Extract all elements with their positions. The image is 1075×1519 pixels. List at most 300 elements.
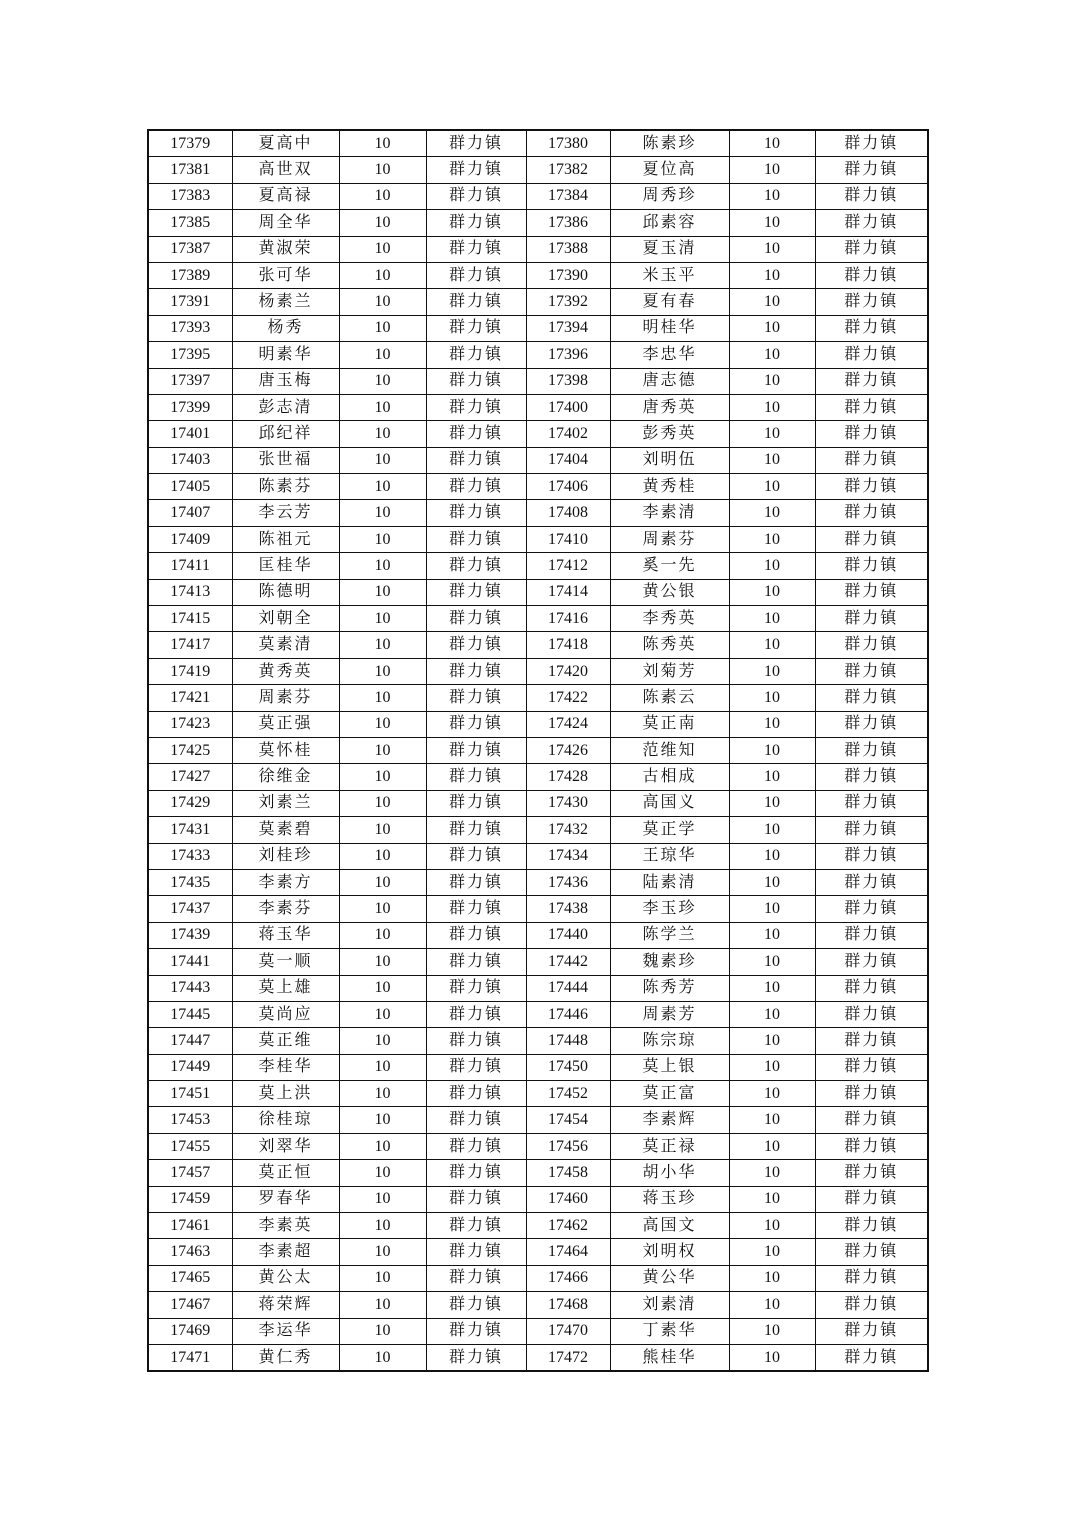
right-town-name: 群力镇 <box>815 526 928 552</box>
left-town-name: 群力镇 <box>426 315 526 341</box>
right-record-id: 17460 <box>526 1186 610 1212</box>
right-amount-value: 10 <box>729 1344 815 1371</box>
right-record-id: 17396 <box>526 342 610 368</box>
right-person-name: 周素芬 <box>610 526 729 552</box>
right-person-name: 王琼华 <box>610 843 729 869</box>
right-amount-value: 10 <box>729 579 815 605</box>
table-row <box>148 579 928 605</box>
left-amount-value: 10 <box>339 553 426 579</box>
table-row <box>148 1160 928 1186</box>
right-person-name: 莫上银 <box>610 1054 729 1080</box>
left-person-name: 李运华 <box>232 1318 339 1344</box>
right-amount-value: 10 <box>729 922 815 948</box>
right-person-name: 彭秀英 <box>610 421 729 447</box>
right-town-name: 群力镇 <box>815 183 928 209</box>
left-amount-value: 10 <box>339 949 426 975</box>
left-record-id: 17425 <box>148 737 232 763</box>
right-town-name: 群力镇 <box>815 817 928 843</box>
right-amount-value: 10 <box>729 869 815 895</box>
left-amount-value: 10 <box>339 1028 426 1054</box>
right-person-name: 陈素云 <box>610 685 729 711</box>
left-person-name: 黄公太 <box>232 1265 339 1291</box>
right-record-id: 17384 <box>526 183 610 209</box>
left-town-name: 群力镇 <box>426 579 526 605</box>
table-row <box>148 1292 928 1318</box>
left-record-id: 17431 <box>148 817 232 843</box>
right-town-name: 群力镇 <box>815 394 928 420</box>
right-record-id: 17432 <box>526 817 610 843</box>
right-record-id: 17408 <box>526 500 610 526</box>
right-person-name: 陈秀芳 <box>610 975 729 1001</box>
right-amount-value: 10 <box>729 975 815 1001</box>
right-person-name: 黄公华 <box>610 1265 729 1291</box>
right-amount-value: 10 <box>729 342 815 368</box>
left-amount-value: 10 <box>339 1344 426 1371</box>
left-amount-value: 10 <box>339 1133 426 1159</box>
left-person-name: 陈素芬 <box>232 474 339 500</box>
table-row <box>148 764 928 790</box>
table-row <box>148 1107 928 1133</box>
right-amount-value: 10 <box>729 130 815 157</box>
right-person-name: 刘素清 <box>610 1292 729 1318</box>
table-row <box>148 183 928 209</box>
left-town-name: 群力镇 <box>426 236 526 262</box>
table-row <box>148 685 928 711</box>
right-amount-value: 10 <box>729 737 815 763</box>
right-town-name: 群力镇 <box>815 130 928 157</box>
right-town-name: 群力镇 <box>815 685 928 711</box>
left-record-id: 17455 <box>148 1133 232 1159</box>
document-page <box>147 129 927 1372</box>
left-town-name: 群力镇 <box>426 1239 526 1265</box>
left-record-id: 17429 <box>148 790 232 816</box>
table-row <box>148 447 928 473</box>
right-amount-value: 10 <box>729 817 815 843</box>
table-row <box>148 975 928 1001</box>
left-record-id: 17403 <box>148 447 232 473</box>
left-amount-value: 10 <box>339 1186 426 1212</box>
right-town-name: 群力镇 <box>815 553 928 579</box>
table-row <box>148 922 928 948</box>
left-amount-value: 10 <box>339 342 426 368</box>
left-town-name: 群力镇 <box>426 262 526 288</box>
left-amount-value: 10 <box>339 843 426 869</box>
left-record-id: 17423 <box>148 711 232 737</box>
left-amount-value: 10 <box>339 869 426 895</box>
left-town-name: 群力镇 <box>426 342 526 368</box>
table-row <box>148 1186 928 1212</box>
left-town-name: 群力镇 <box>426 975 526 1001</box>
right-record-id: 17462 <box>526 1213 610 1239</box>
right-record-id: 17440 <box>526 922 610 948</box>
right-person-name: 周素芳 <box>610 1001 729 1027</box>
table-row <box>148 1265 928 1291</box>
right-amount-value: 10 <box>729 394 815 420</box>
right-town-name: 群力镇 <box>815 922 928 948</box>
left-person-name: 李素芬 <box>232 896 339 922</box>
table-row <box>148 606 928 632</box>
left-person-name: 邱纪祥 <box>232 421 339 447</box>
table-row <box>148 1213 928 1239</box>
left-record-id: 17383 <box>148 183 232 209</box>
right-amount-value: 10 <box>729 1239 815 1265</box>
left-town-name: 群力镇 <box>426 1081 526 1107</box>
right-person-name: 陈学兰 <box>610 922 729 948</box>
right-person-name: 丁素华 <box>610 1318 729 1344</box>
right-record-id: 17452 <box>526 1081 610 1107</box>
right-record-id: 17466 <box>526 1265 610 1291</box>
right-record-id: 17412 <box>526 553 610 579</box>
right-person-name: 陈素珍 <box>610 130 729 157</box>
left-person-name: 黄仁秀 <box>232 1344 339 1371</box>
right-amount-value: 10 <box>729 315 815 341</box>
right-town-name: 群力镇 <box>815 896 928 922</box>
left-town-name: 群力镇 <box>426 764 526 790</box>
left-record-id: 17443 <box>148 975 232 1001</box>
right-amount-value: 10 <box>729 1054 815 1080</box>
left-amount-value: 10 <box>339 764 426 790</box>
left-person-name: 李素超 <box>232 1239 339 1265</box>
left-record-id: 17417 <box>148 632 232 658</box>
table-row <box>148 1133 928 1159</box>
left-person-name: 刘翠华 <box>232 1133 339 1159</box>
left-town-name: 群力镇 <box>426 949 526 975</box>
right-record-id: 17448 <box>526 1028 610 1054</box>
right-town-name: 群力镇 <box>815 1292 928 1318</box>
left-record-id: 17415 <box>148 606 232 632</box>
left-person-name: 张可华 <box>232 262 339 288</box>
right-record-id: 17404 <box>526 447 610 473</box>
right-person-name: 唐志德 <box>610 368 729 394</box>
left-town-name: 群力镇 <box>426 1186 526 1212</box>
table-row <box>148 289 928 315</box>
right-person-name: 高国义 <box>610 790 729 816</box>
right-record-id: 17398 <box>526 368 610 394</box>
right-amount-value: 10 <box>729 606 815 632</box>
right-person-name: 范维知 <box>610 737 729 763</box>
right-town-name: 群力镇 <box>815 711 928 737</box>
left-amount-value: 10 <box>339 1107 426 1133</box>
roster-body <box>148 130 928 1371</box>
left-amount-value: 10 <box>339 711 426 737</box>
right-town-name: 群力镇 <box>815 632 928 658</box>
left-record-id: 17465 <box>148 1265 232 1291</box>
left-town-name: 群力镇 <box>426 553 526 579</box>
left-person-name: 黄秀英 <box>232 658 339 684</box>
left-amount-value: 10 <box>339 975 426 1001</box>
right-amount-value: 10 <box>729 896 815 922</box>
left-amount-value: 10 <box>339 526 426 552</box>
right-town-name: 群力镇 <box>815 262 928 288</box>
left-record-id: 17437 <box>148 896 232 922</box>
left-town-name: 群力镇 <box>426 1160 526 1186</box>
right-amount-value: 10 <box>729 658 815 684</box>
left-record-id: 17395 <box>148 342 232 368</box>
right-town-name: 群力镇 <box>815 658 928 684</box>
left-person-name: 莫尚应 <box>232 1001 339 1027</box>
table-row <box>148 658 928 684</box>
left-amount-value: 10 <box>339 1160 426 1186</box>
left-amount-value: 10 <box>339 368 426 394</box>
left-person-name: 徐桂琼 <box>232 1107 339 1133</box>
left-person-name: 周素芬 <box>232 685 339 711</box>
right-town-name: 群力镇 <box>815 1186 928 1212</box>
table-row <box>148 1318 928 1344</box>
right-record-id: 17456 <box>526 1133 610 1159</box>
right-town-name: 群力镇 <box>815 1265 928 1291</box>
left-record-id: 17409 <box>148 526 232 552</box>
right-person-name: 刘明伍 <box>610 447 729 473</box>
right-record-id: 17390 <box>526 262 610 288</box>
left-town-name: 群力镇 <box>426 632 526 658</box>
right-person-name: 莫正富 <box>610 1081 729 1107</box>
left-town-name: 群力镇 <box>426 922 526 948</box>
left-town-name: 群力镇 <box>426 368 526 394</box>
left-record-id: 17427 <box>148 764 232 790</box>
right-amount-value: 10 <box>729 685 815 711</box>
left-amount-value: 10 <box>339 421 426 447</box>
left-town-name: 群力镇 <box>426 526 526 552</box>
right-amount-value: 10 <box>729 790 815 816</box>
left-person-name: 黄淑荣 <box>232 236 339 262</box>
left-amount-value: 10 <box>339 157 426 183</box>
left-record-id: 17439 <box>148 922 232 948</box>
left-person-name: 夏高中 <box>232 130 339 157</box>
right-person-name: 刘明权 <box>610 1239 729 1265</box>
right-town-name: 群力镇 <box>815 843 928 869</box>
left-town-name: 群力镇 <box>426 658 526 684</box>
left-record-id: 17399 <box>148 394 232 420</box>
left-amount-value: 10 <box>339 817 426 843</box>
right-town-name: 群力镇 <box>815 737 928 763</box>
right-person-name: 陆素清 <box>610 869 729 895</box>
left-person-name: 杨秀 <box>232 315 339 341</box>
right-town-name: 群力镇 <box>815 1133 928 1159</box>
left-amount-value: 10 <box>339 1318 426 1344</box>
right-person-name: 古相成 <box>610 764 729 790</box>
right-town-name: 群力镇 <box>815 1344 928 1371</box>
left-amount-value: 10 <box>339 790 426 816</box>
table-row <box>148 210 928 236</box>
table-row <box>148 236 928 262</box>
left-person-name: 罗春华 <box>232 1186 339 1212</box>
left-record-id: 17471 <box>148 1344 232 1371</box>
right-person-name: 夏玉清 <box>610 236 729 262</box>
right-record-id: 17468 <box>526 1292 610 1318</box>
left-record-id: 17453 <box>148 1107 232 1133</box>
left-record-id: 17381 <box>148 157 232 183</box>
table-row <box>148 1001 928 1027</box>
table-row <box>148 869 928 895</box>
left-town-name: 群力镇 <box>426 421 526 447</box>
left-record-id: 17441 <box>148 949 232 975</box>
left-person-name: 高世双 <box>232 157 339 183</box>
table-row <box>148 1028 928 1054</box>
left-record-id: 17457 <box>148 1160 232 1186</box>
table-row <box>148 130 928 157</box>
right-amount-value: 10 <box>729 474 815 500</box>
right-amount-value: 10 <box>729 262 815 288</box>
right-person-name: 李秀英 <box>610 606 729 632</box>
right-town-name: 群力镇 <box>815 1160 928 1186</box>
right-person-name: 李素清 <box>610 500 729 526</box>
right-person-name: 蒋玉珍 <box>610 1186 729 1212</box>
right-amount-value: 10 <box>729 1292 815 1318</box>
right-town-name: 群力镇 <box>815 790 928 816</box>
left-person-name: 刘朝全 <box>232 606 339 632</box>
left-town-name: 群力镇 <box>426 685 526 711</box>
left-person-name: 李云芳 <box>232 500 339 526</box>
right-record-id: 17394 <box>526 315 610 341</box>
left-amount-value: 10 <box>339 579 426 605</box>
table-row <box>148 1054 928 1080</box>
left-person-name: 彭志清 <box>232 394 339 420</box>
left-person-name: 莫上雄 <box>232 975 339 1001</box>
left-amount-value: 10 <box>339 262 426 288</box>
left-person-name: 蒋荣辉 <box>232 1292 339 1318</box>
left-amount-value: 10 <box>339 500 426 526</box>
left-amount-value: 10 <box>339 1081 426 1107</box>
left-record-id: 17435 <box>148 869 232 895</box>
right-amount-value: 10 <box>729 1318 815 1344</box>
right-person-name: 高国文 <box>610 1213 729 1239</box>
right-town-name: 群力镇 <box>815 606 928 632</box>
left-person-name: 莫正维 <box>232 1028 339 1054</box>
right-record-id: 17402 <box>526 421 610 447</box>
right-town-name: 群力镇 <box>815 1028 928 1054</box>
right-person-name: 熊桂华 <box>610 1344 729 1371</box>
left-person-name: 莫一顺 <box>232 949 339 975</box>
right-record-id: 17420 <box>526 658 610 684</box>
left-record-id: 17463 <box>148 1239 232 1265</box>
left-person-name: 陈祖元 <box>232 526 339 552</box>
left-amount-value: 10 <box>339 315 426 341</box>
left-record-id: 17413 <box>148 579 232 605</box>
right-record-id: 17400 <box>526 394 610 420</box>
left-record-id: 17469 <box>148 1318 232 1344</box>
left-person-name: 李桂华 <box>232 1054 339 1080</box>
left-town-name: 群力镇 <box>426 869 526 895</box>
right-record-id: 17454 <box>526 1107 610 1133</box>
left-amount-value: 10 <box>339 183 426 209</box>
table-row <box>148 342 928 368</box>
left-amount-value: 10 <box>339 896 426 922</box>
left-amount-value: 10 <box>339 1054 426 1080</box>
left-town-name: 群力镇 <box>426 210 526 236</box>
right-amount-value: 10 <box>729 1028 815 1054</box>
left-town-name: 群力镇 <box>426 447 526 473</box>
right-town-name: 群力镇 <box>815 315 928 341</box>
left-town-name: 群力镇 <box>426 474 526 500</box>
right-amount-value: 10 <box>729 632 815 658</box>
right-town-name: 群力镇 <box>815 1054 928 1080</box>
left-person-name: 徐维金 <box>232 764 339 790</box>
table-row <box>148 843 928 869</box>
left-person-name: 莫素碧 <box>232 817 339 843</box>
left-amount-value: 10 <box>339 236 426 262</box>
table-row <box>148 711 928 737</box>
right-town-name: 群力镇 <box>815 342 928 368</box>
left-person-name: 杨素兰 <box>232 289 339 315</box>
left-record-id: 17467 <box>148 1292 232 1318</box>
right-town-name: 群力镇 <box>815 1318 928 1344</box>
right-person-name: 夏位高 <box>610 157 729 183</box>
left-amount-value: 10 <box>339 922 426 948</box>
right-town-name: 群力镇 <box>815 949 928 975</box>
left-town-name: 群力镇 <box>426 896 526 922</box>
left-amount-value: 10 <box>339 474 426 500</box>
right-amount-value: 10 <box>729 553 815 579</box>
left-record-id: 17445 <box>148 1001 232 1027</box>
right-record-id: 17430 <box>526 790 610 816</box>
right-amount-value: 10 <box>729 210 815 236</box>
right-record-id: 17392 <box>526 289 610 315</box>
right-record-id: 17422 <box>526 685 610 711</box>
right-record-id: 17444 <box>526 975 610 1001</box>
left-town-name: 群力镇 <box>426 790 526 816</box>
left-record-id: 17405 <box>148 474 232 500</box>
right-person-name: 米玉平 <box>610 262 729 288</box>
right-amount-value: 10 <box>729 764 815 790</box>
left-town-name: 群力镇 <box>426 500 526 526</box>
left-record-id: 17407 <box>148 500 232 526</box>
right-amount-value: 10 <box>729 236 815 262</box>
right-amount-value: 10 <box>729 1213 815 1239</box>
right-amount-value: 10 <box>729 1081 815 1107</box>
right-person-name: 唐秀英 <box>610 394 729 420</box>
right-town-name: 群力镇 <box>815 474 928 500</box>
roster-table <box>147 129 929 1372</box>
left-amount-value: 10 <box>339 1239 426 1265</box>
right-person-name: 黄公银 <box>610 579 729 605</box>
left-town-name: 群力镇 <box>426 289 526 315</box>
left-town-name: 群力镇 <box>426 183 526 209</box>
left-record-id: 17401 <box>148 421 232 447</box>
table-row <box>148 500 928 526</box>
left-amount-value: 10 <box>339 606 426 632</box>
right-record-id: 17382 <box>526 157 610 183</box>
left-record-id: 17391 <box>148 289 232 315</box>
right-town-name: 群力镇 <box>815 1001 928 1027</box>
right-town-name: 群力镇 <box>815 1107 928 1133</box>
right-person-name: 陈宗琼 <box>610 1028 729 1054</box>
left-person-name: 莫正恒 <box>232 1160 339 1186</box>
right-amount-value: 10 <box>729 1160 815 1186</box>
right-amount-value: 10 <box>729 421 815 447</box>
left-person-name: 刘素兰 <box>232 790 339 816</box>
right-record-id: 17424 <box>526 711 610 737</box>
left-town-name: 群力镇 <box>426 1028 526 1054</box>
table-row <box>148 817 928 843</box>
right-record-id: 17428 <box>526 764 610 790</box>
right-person-name: 夏有春 <box>610 289 729 315</box>
left-record-id: 17419 <box>148 658 232 684</box>
right-amount-value: 10 <box>729 1001 815 1027</box>
right-amount-value: 10 <box>729 368 815 394</box>
right-record-id: 17458 <box>526 1160 610 1186</box>
right-record-id: 17442 <box>526 949 610 975</box>
left-person-name: 陈德明 <box>232 579 339 605</box>
left-person-name: 唐玉梅 <box>232 368 339 394</box>
right-record-id: 17380 <box>526 130 610 157</box>
right-town-name: 群力镇 <box>815 869 928 895</box>
left-person-name: 莫素清 <box>232 632 339 658</box>
left-amount-value: 10 <box>339 289 426 315</box>
right-amount-value: 10 <box>729 157 815 183</box>
right-record-id: 17414 <box>526 579 610 605</box>
left-person-name: 夏高禄 <box>232 183 339 209</box>
right-record-id: 17464 <box>526 1239 610 1265</box>
